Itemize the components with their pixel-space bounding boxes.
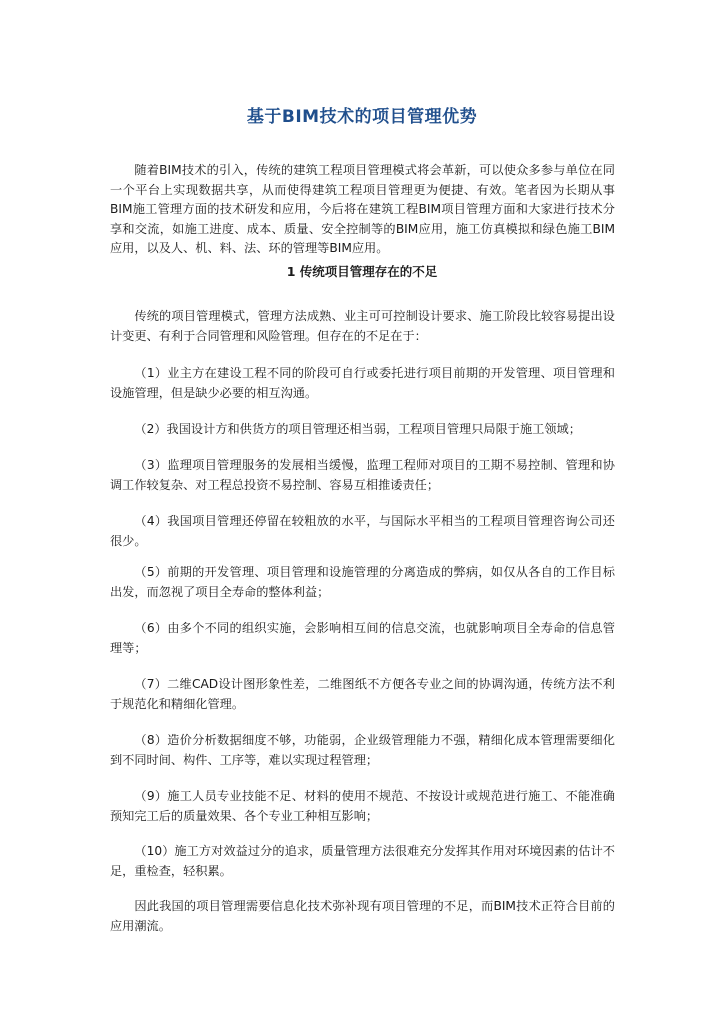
list-item: （9）施工人员专业技能不足、材料的使用不规范、不按设计或规范进行施工、不能准确预知完工后的质量效果、各个专业工种相互影响； [110,789,615,823]
list-item: （4）我国项目管理还停留在较粗放的水平，与国际水平相当的工程项目管理咨询公司还很少。 [110,514,615,548]
list-item: （5）前期的开发管理、项目管理和设施管理的分离造成的弊病，如仅从各自的工作目标出发，而忽视了项目全寿命的整体利益； [110,565,615,599]
list-item: （7）二维CAD设计图形象性差，二维图纸不方便各专业之间的协调沟通，传统方法不利于规范化和精细化管理。 [110,677,615,711]
list-item: （3）监理项目管理服务的发展相当缓慢，监理工程师对项目的工期不易控制、管理和协调工作较复杂、对工程总投资不易控制、容易互相推诿责任； [110,458,615,492]
section-lead-paragraph: 传统的项目管理模式，管理方法成熟、业主可可控制设计要求、施工阶段比较容易提出设计变更、有利于合同管理和风险管理。但存在的不足在于： [110,309,615,343]
list-item: （1）业主方在建设工程不同的阶段可自行或委托进行项目前期的开发管理、项目管理和设施管理，但是缺少必要的相互沟通。 [110,366,615,400]
list-item: （8）造价分析数据细度不够，功能弱，企业级管理能力不强，精细化成本管理需要细化到不同时间、构件、工序等，难以实现过程管理； [110,733,615,767]
list-item: （6）由多个不同的组织实施，会影响相互间的信息交流，也就影响项目全寿命的信息管理等； [110,621,615,655]
conclusion-paragraph: 因此我国的项目管理需要信息化技术弥补现有项目管理的不足，而BIM技术正符合目前的应用潮流。 [110,899,615,933]
section-heading: 1 传统项目管理存在的不足 [286,264,438,279]
document-title: 基于BIM技术的项目管理优势 [246,107,478,127]
intro-paragraph: 随着BIM技术的引入，传统的建筑工程项目管理模式将会革新，可以使众多参与单位在同一个平台上实现数据共享，从而使得建筑工程项目管理更为便捷、有效。笔者因为长期从事BIM施工管理方面的技术研发和应用，今后将在建筑工程BIM项目管理方面和大家进行技术分享和交流，如施工进度、成本、质量、安全控制等的BIM应用，施工仿真模拟和绿色施工BIM应用，以及人、机、料、法、环的管理等BIM应用。 [110,163,615,256]
list-item: （2）我国设计方和供货方的项目管理还相当弱，工程项目管理只局限于施工领域； [134,422,581,437]
list-item: （10）施工方对效益过分的追求，质量管理方法很难充分发挥其作用对环境因素的估计不足，重检查，轻积累。 [110,844,615,878]
